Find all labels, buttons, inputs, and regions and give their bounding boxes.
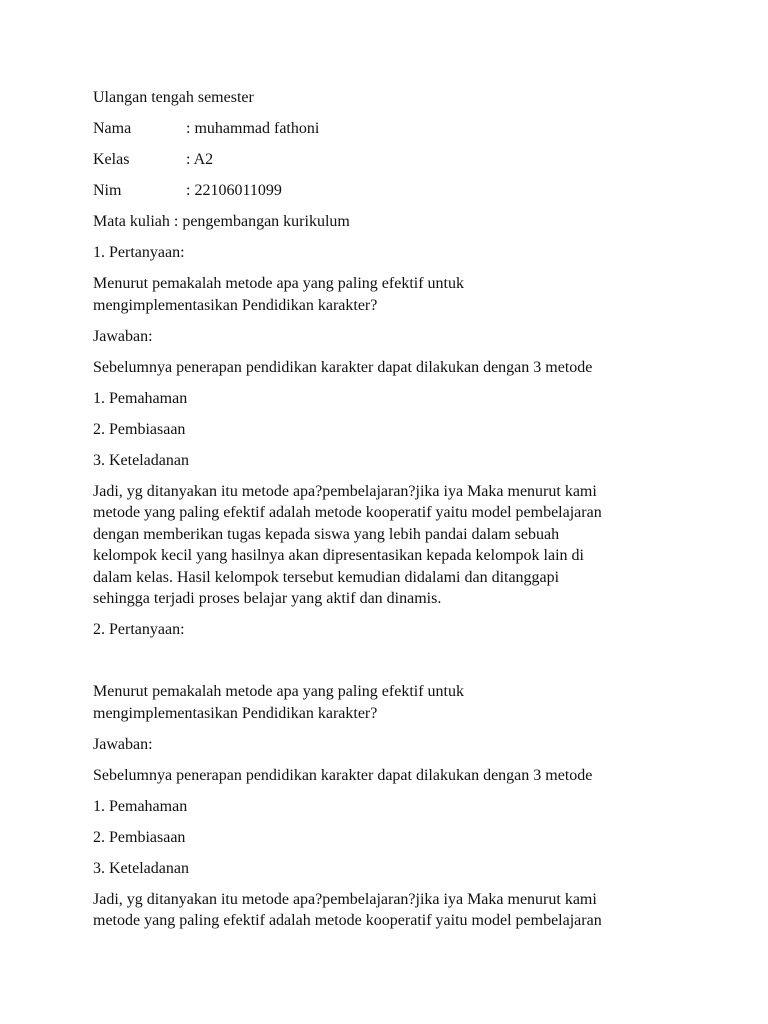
conclusion-line: dengan memberikan tugas kepada siswa yang lebih pandai dalam sebuah bbox=[93, 525, 560, 543]
section-2-intro: Sebelumnya penerapan pendidikan karakter dapat dilakukan dengan 3 metode bbox=[93, 766, 593, 784]
field-label: Kelas bbox=[93, 151, 130, 168]
conclusion-line: Jadi, yg ditanyakan itu metode apa?pembelajaran?jika iya Maka menurut kami bbox=[93, 890, 597, 908]
section-2-heading: 2. Pertanyaan: bbox=[93, 621, 185, 638]
field-label: Mata kuliah bbox=[93, 213, 170, 230]
section-1-answer-label: Jawaban: bbox=[93, 327, 153, 345]
section-1-intro: Sebelumnya penerapan pendidikan karakter dapat dilakukan dengan 3 metode bbox=[93, 358, 593, 376]
conclusion-line: dalam kelas. Hasil kelompok tersebut kemudian didalami dan ditanggapi bbox=[93, 568, 560, 586]
list-item: 1. Pemahaman bbox=[93, 797, 188, 815]
conclusion-line: kelompok kecil yang hasilnya akan dipresentasikan kepada kelompok lain di bbox=[93, 547, 584, 564]
field-kelas bbox=[93, 149, 678, 171]
conclusion-line: metode yang paling efektif adalah metode kooperatif yaitu model pembelajaran bbox=[93, 504, 602, 521]
field-value: : 22106011099 bbox=[186, 182, 282, 199]
conclusion-line: Jadi, yg ditanyakan itu metode apa?pembelajaran?jika iya Maka menurut kami bbox=[93, 482, 597, 500]
list-item: 2. Pembiasaan bbox=[93, 828, 186, 846]
question-line: Menurut pemakalah metode apa yang paling efektif untuk bbox=[93, 683, 464, 700]
field-value: : pengembangan kurikulum bbox=[173, 213, 350, 230]
field-label: Nim bbox=[93, 182, 122, 199]
section-1-heading: 1. Pertanyaan: bbox=[93, 244, 185, 261]
section-2-question bbox=[93, 681, 678, 724]
conclusion-line: sehingga terjadi proses belajar yang aktif dan dinamis. bbox=[93, 590, 442, 607]
conclusion-line: metode yang paling efektif adalah metode kooperatif yaitu model pembelajaran bbox=[93, 912, 602, 929]
section-1-conclusion bbox=[93, 481, 678, 610]
blank-line bbox=[93, 650, 678, 681]
list-item: 3. Keteladanan bbox=[93, 859, 189, 877]
field-nim bbox=[93, 180, 678, 202]
field-nama bbox=[93, 118, 678, 140]
question-line: mengimplementasikan Pendidikan karakter? bbox=[93, 296, 378, 314]
field-value: : muhammad fathoni bbox=[186, 120, 320, 137]
section-2-answer-label: Jawaban: bbox=[93, 735, 153, 753]
document-title: Ulangan tengah semester bbox=[93, 89, 254, 106]
list-item: 1. Pemahaman bbox=[93, 389, 188, 407]
question-line: Menurut pemakalah metode apa yang paling efektif untuk bbox=[93, 275, 464, 292]
section-1-question bbox=[93, 273, 678, 316]
field-label: Nama bbox=[93, 120, 132, 137]
document-content bbox=[93, 87, 678, 941]
field-mata-kuliah bbox=[93, 211, 678, 233]
field-value: : A2 bbox=[186, 151, 214, 168]
list-item: 2. Pembiasaan bbox=[93, 420, 186, 438]
question-line: mengimplementasikan Pendidikan karakter? bbox=[93, 704, 378, 722]
list-item: 3. Keteladanan bbox=[93, 451, 189, 469]
section-2-conclusion bbox=[93, 889, 678, 932]
